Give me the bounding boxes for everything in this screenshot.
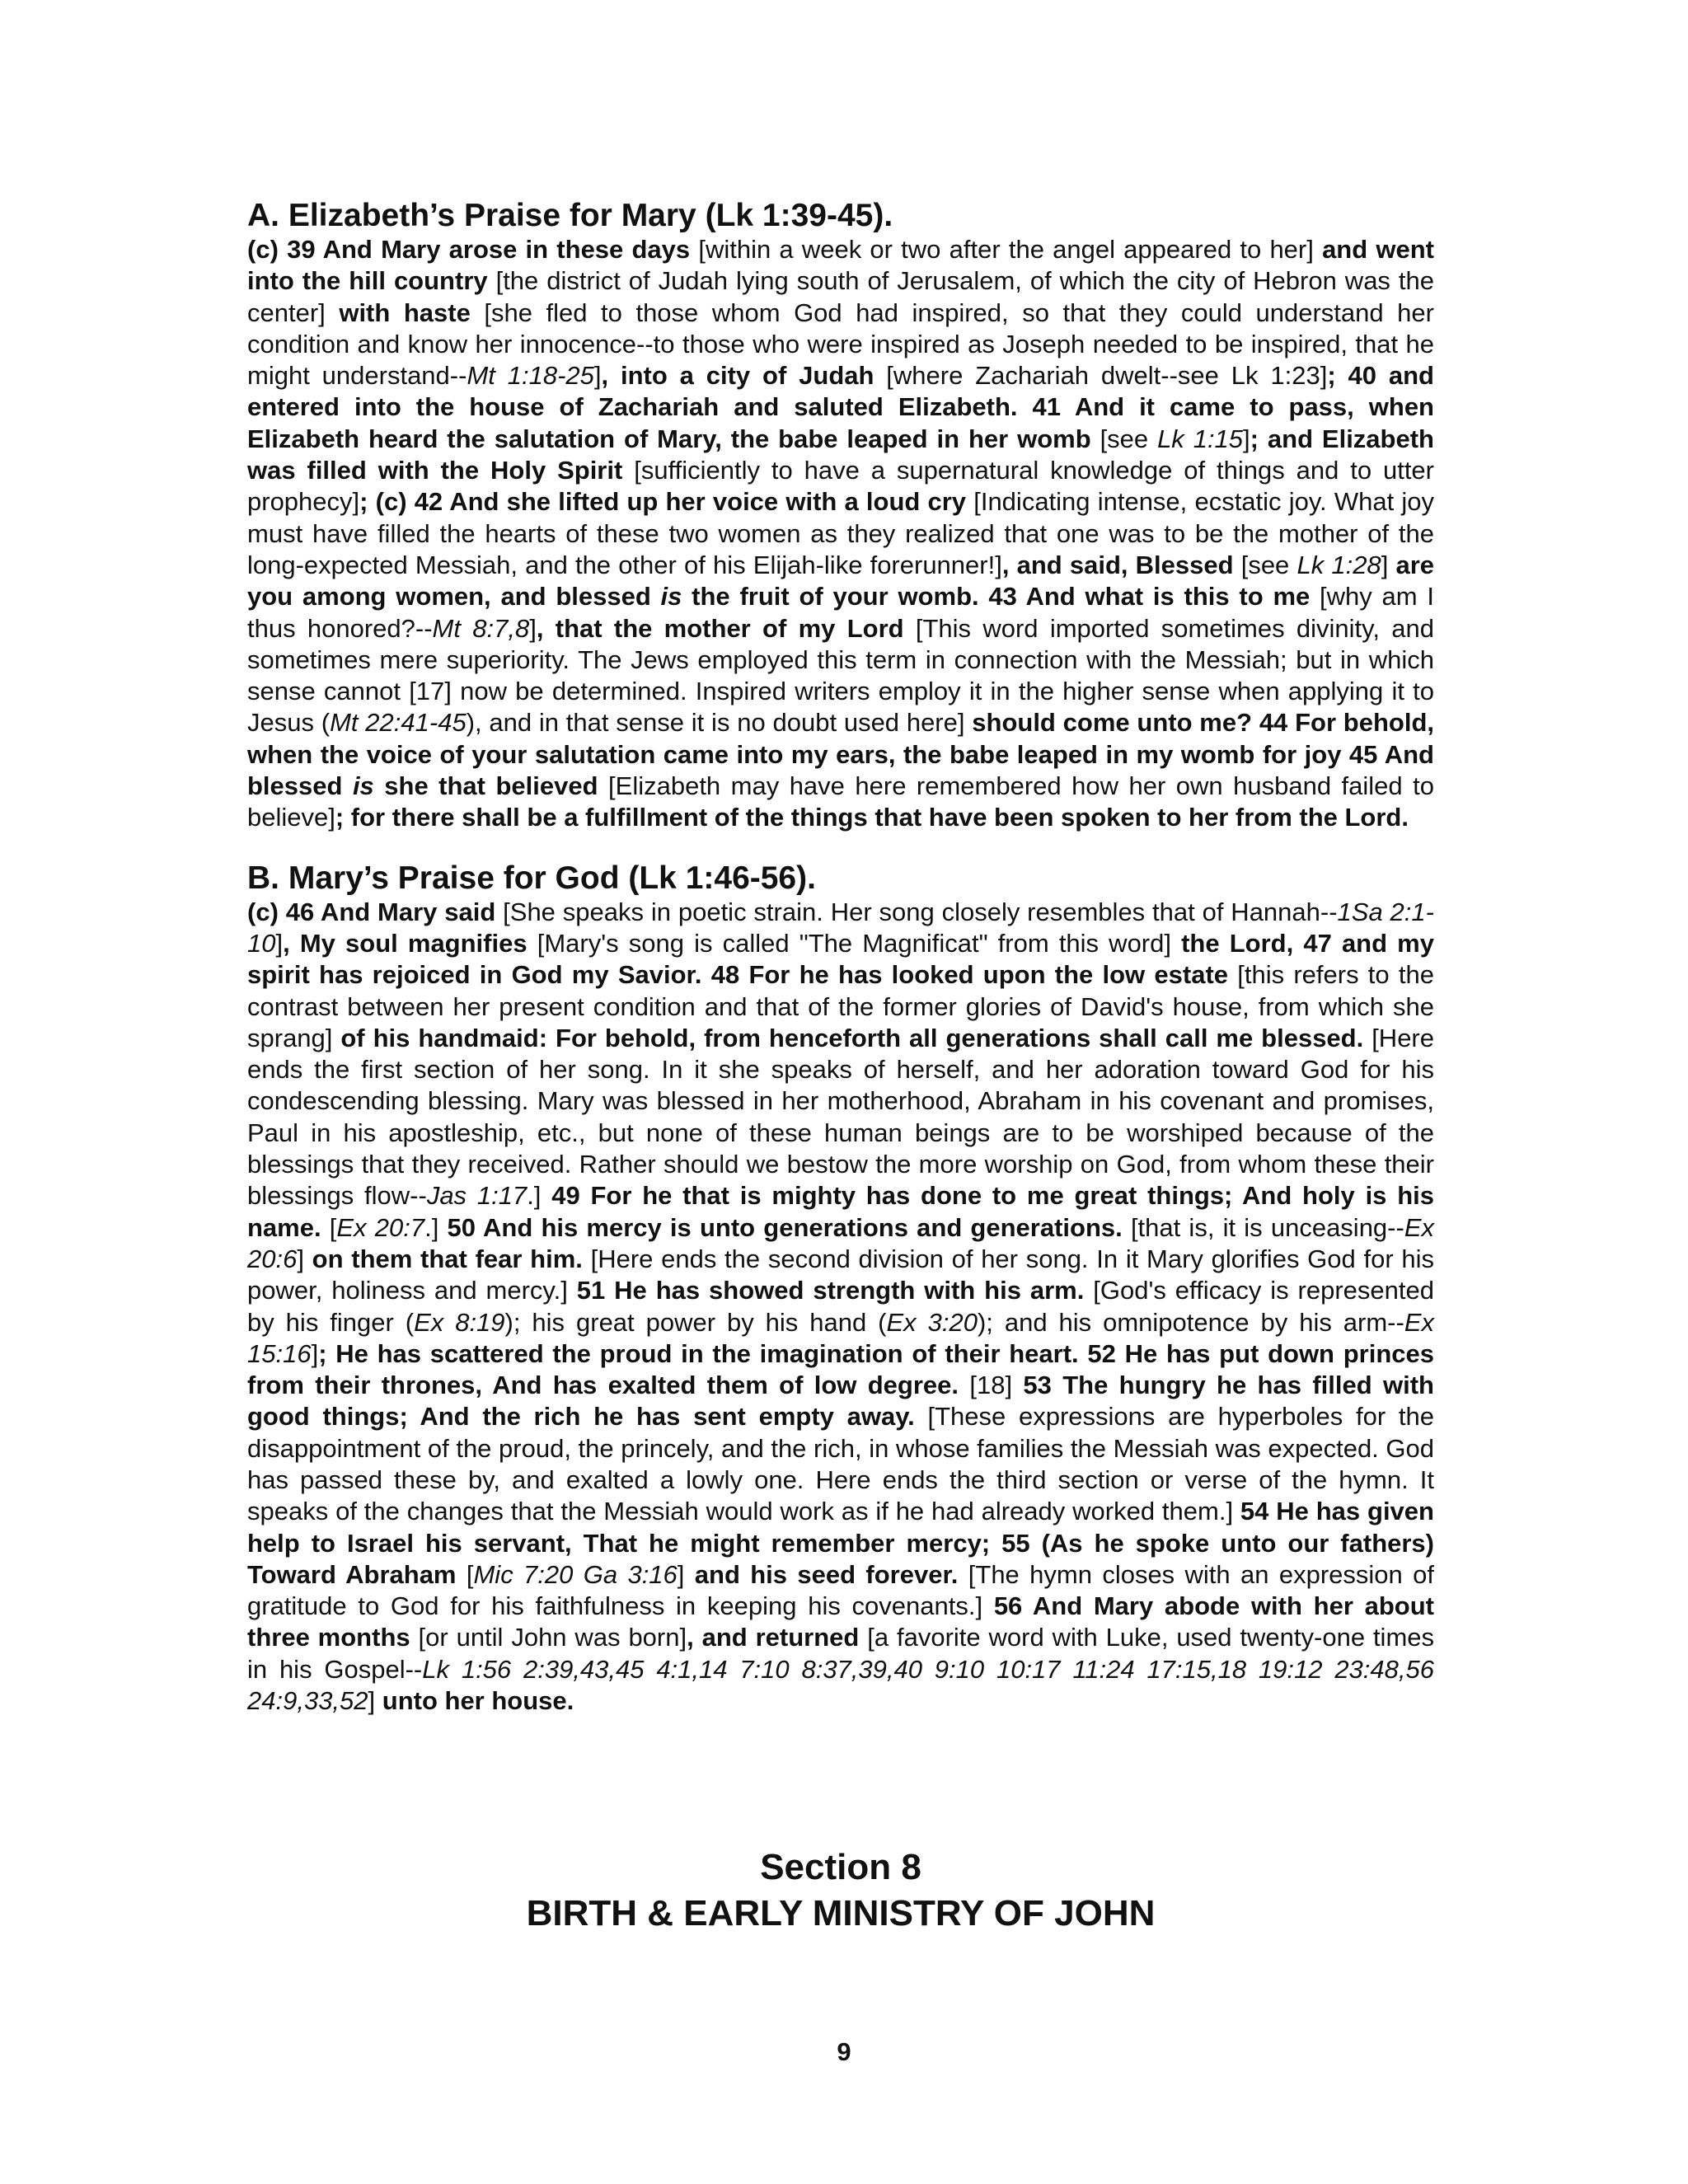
plain-run: [She speaks in poetic strain. Her song closely resembles that of Hannah-- [503,897,1338,926]
bold-run: ; and Elizabeth was filled with the Holy Spirit [247,424,1434,485]
plain-run: [Here ends the first section of her song. In it she speaks of herself, and her adoration toward God for his condescending blessing. Mary was blessed in her motherhood, Abraham in his covenant and promises, Paul in his apostleship, etc., but none of these human beings are to be worshiped because of the blessings that they received. Rather should we bestow the more worship on God, from whom these their blessings flow-- [247,1023,1434,1211]
section-b-text [247,897,1434,1718]
bold-run: and went into the hill country [247,235,1434,296]
bold-run: 56 And Mary abode with her about three months [247,1591,1434,1652]
plain-run: ] [529,613,537,643]
plain-run: [The hymn closes with an expression of gratitude to God for his faithfulness in keeping his covenants.] [247,1559,1434,1621]
bold-run: (c) 46 And Mary said [247,897,504,926]
reference-run: Jas 1:17 [426,1181,528,1211]
plain-run: [Elizabeth may have here remembered how her own husband failed to believe] [247,771,1434,832]
bold-run: ; He has scattered the proud in the imagination of their heart. 52 He has put down princes from their thrones, And has exalted them of low degree. [247,1338,1434,1400]
bold-run: ; for there shall be a fulfillment of the things that have been spoken to her from the Lord. [335,803,1409,832]
plain-run: ] [368,1686,382,1716]
plain-run: .] [424,1212,448,1242]
plain-run: [within a week or two after the angel appeared to her] [698,235,1323,264]
plain-run: [or until John was born] [418,1623,687,1652]
plain-run: [this refers to the contrast between her present condition and that of the former glories of David's house, from which she sprang] [247,960,1434,1052]
bold-run: ; (c) 42 And she lifted up her voice with a loud cry [359,487,974,517]
bold-run: 51 He has showed strength with his arm. [576,1276,1094,1305]
plain-run: ] [593,361,602,391]
reference-run: Mt 22:41-45 [330,708,467,738]
bold-run: with haste [339,298,485,327]
bold-run: (c) 39 And Mary arose in these days [247,235,699,264]
bold-run: are you among women, and blessed [247,550,1434,612]
section-a-text [247,234,1434,834]
bold-run: should come unto me? 44 For behold, when the voice of your salutation came into my ears, the babe leaped in my womb for joy 45 And blessed [247,708,1434,801]
plain-run: [she fled to those whom God had inspired, so that they could understand her condition and know her innocence--to those who were inspired as Joseph needed to be inspired, that he might understand-- [247,298,1434,391]
plain-run: [ [329,1212,337,1242]
plain-run: [18] [969,1371,1024,1400]
bold-run: and his seed forever. [694,1559,968,1589]
plain-run: [a favorite word with Luke, used twenty-one times in his Gospel-- [247,1623,1435,1684]
reference-run: 1Sa 2:1-10 [247,897,1434,958]
reference-run: Ex 20:6 [247,1212,1435,1273]
bold-run: , that the mother of my Lord [536,613,916,643]
bold-run: 54 He has given help to Israel his servant, That he might remember mercy; 55 (As he spoke unto our fathers) Toward Abraham [247,1497,1434,1589]
bold-run: , into a city of Judah [601,361,887,391]
plain-run: .] [527,1181,552,1211]
bold-run: unto her house. [382,1686,574,1716]
section-a-heading: A. Elizabeth’s Praise for Mary (Lk 1:39-45). [247,198,893,233]
bold-run: she that believed [373,771,609,801]
reference-run: Lk 1:28 [1296,550,1381,579]
page-body [247,198,1434,1717]
bold-italic-run: is [352,771,374,801]
reference-run: Mt 1:18-25 [467,361,594,391]
reference-run: Mt 8:7,8 [432,613,530,643]
plain-run: [the district of Judah lying south of Jerusalem, of which the city of Hebron was the center] [247,266,1434,327]
bold-run: of his handmaid: For behold, from henceforth all generations shall call me blessed. [340,1023,1372,1052]
plain-run: [sufficiently to have a supernatural knowledge of things and to utter prophecy] [247,456,1434,517]
reference-run: Lk 1:15 [1157,424,1244,453]
plain-run: ] [275,928,284,958]
plain-run: [ [466,1559,474,1589]
reference-run: Mic 7:20 Ga 3:16 [473,1559,678,1589]
section-title [247,1844,1434,1937]
page-number: 9 [837,2037,851,2066]
reference-run: Ex 8:19 [414,1307,505,1337]
plain-run: [that is, it is unceasing-- [1130,1212,1404,1242]
bold-run: ; 40 and entered into the house of Zachariah and saluted Elizabeth. 41 And it came to pass, when Elizabeth heard the salutation of Mary, the babe leaped in her womb [247,361,1434,453]
plain-run: [see [1100,424,1158,453]
bold-run: 50 And his mercy is unto generations and generations. [447,1212,1131,1242]
reference-run: Lk 1:56 2:39,43,45 4:1,14 7:10 8:37,39,40 9:10 10:17 11:24 17:15,18 19:12 23:48,56 24:9,33,52 [247,1654,1434,1716]
plain-run: [This word imported sometimes divinity, and sometimes mere superiority. The Jews employed this term in connection with the Messiah; but in which sense cannot [17] now be determined. Inspired writers employ it in the higher sense when applying it to Jesus ( [247,613,1434,738]
bold-run: on them that fear him. [312,1244,591,1273]
bold-run: the fruit of your womb. 43 And what is this to me [682,582,1320,612]
plain-run: [why am I thus honored?-- [247,582,1434,643]
bold-run: , and said, Blessed [1001,550,1241,579]
plain-run: [see [1240,550,1297,579]
reference-run: Ex 20:7 [336,1212,425,1242]
plain-run: ] [1243,424,1250,453]
section-gap [247,834,1434,860]
plain-run: ); his great power by his hand ( [504,1307,887,1337]
bold-run: 53 The hungry he has filled with good things; And the rich he has sent empty away. [247,1371,1434,1432]
bold-run: 49 For he that is mighty has done to me great things; And holy is his name. [247,1181,1435,1242]
plain-run: ] [1381,550,1396,579]
bold-italic-run: is [660,582,682,612]
plain-run: ] [677,1559,695,1589]
section-name: BIRTH & EARLY MINISTRY OF JOHN [526,1893,1156,1933]
plain-run: [Here ends the second division of her song. In it Mary glorifies God for his power, holiness and mercy.] [247,1244,1434,1305]
plain-run: [These expressions are hyperboles for the disappointment of the proud, the princely, and the rich, in whose families the Messiah was expected. God has passed these by, and exalted a lowly one. Here ends the third section or verse of the hymn. It speaks of the changes that the Messiah would work as if he had already worked them.] [247,1402,1435,1526]
bold-run: the Lord, 47 and my spirit has rejoiced in God my Savior. 48 For he has looked upon the low estate [247,928,1434,990]
bold-run: , and returned [687,1623,868,1652]
reference-run: Ex 15:16 [247,1307,1435,1368]
plain-run: [Mary's song is called "The Magnificat" from this word] [537,928,1182,958]
plain-run: ] [311,1338,319,1368]
plain-run: [God's efficacy is represented by his finger ( [247,1276,1434,1337]
section-number: Section 8 [760,1847,921,1887]
plain-run: ), and in that sense it is no doubt used here] [466,708,973,738]
plain-run: ] [297,1244,312,1273]
section-b-heading: B. Mary’s Praise for God (Lk 1:46-56). [247,860,816,896]
plain-run: [where Zachariah dwelt--see Lk 1:23] [886,361,1328,391]
plain-run: ); and his omnipotence by his arm-- [977,1307,1404,1337]
reference-run: Ex 3:20 [886,1307,978,1337]
plain-run: [Indicating intense, ecstatic joy. What joy must have filled the hearts of these two women as they realized that one was to be the mother of the long-expected Messiah, and the other of his Elijah-like forerunner!] [247,487,1434,579]
bold-run: , My soul magnifies [283,928,537,958]
